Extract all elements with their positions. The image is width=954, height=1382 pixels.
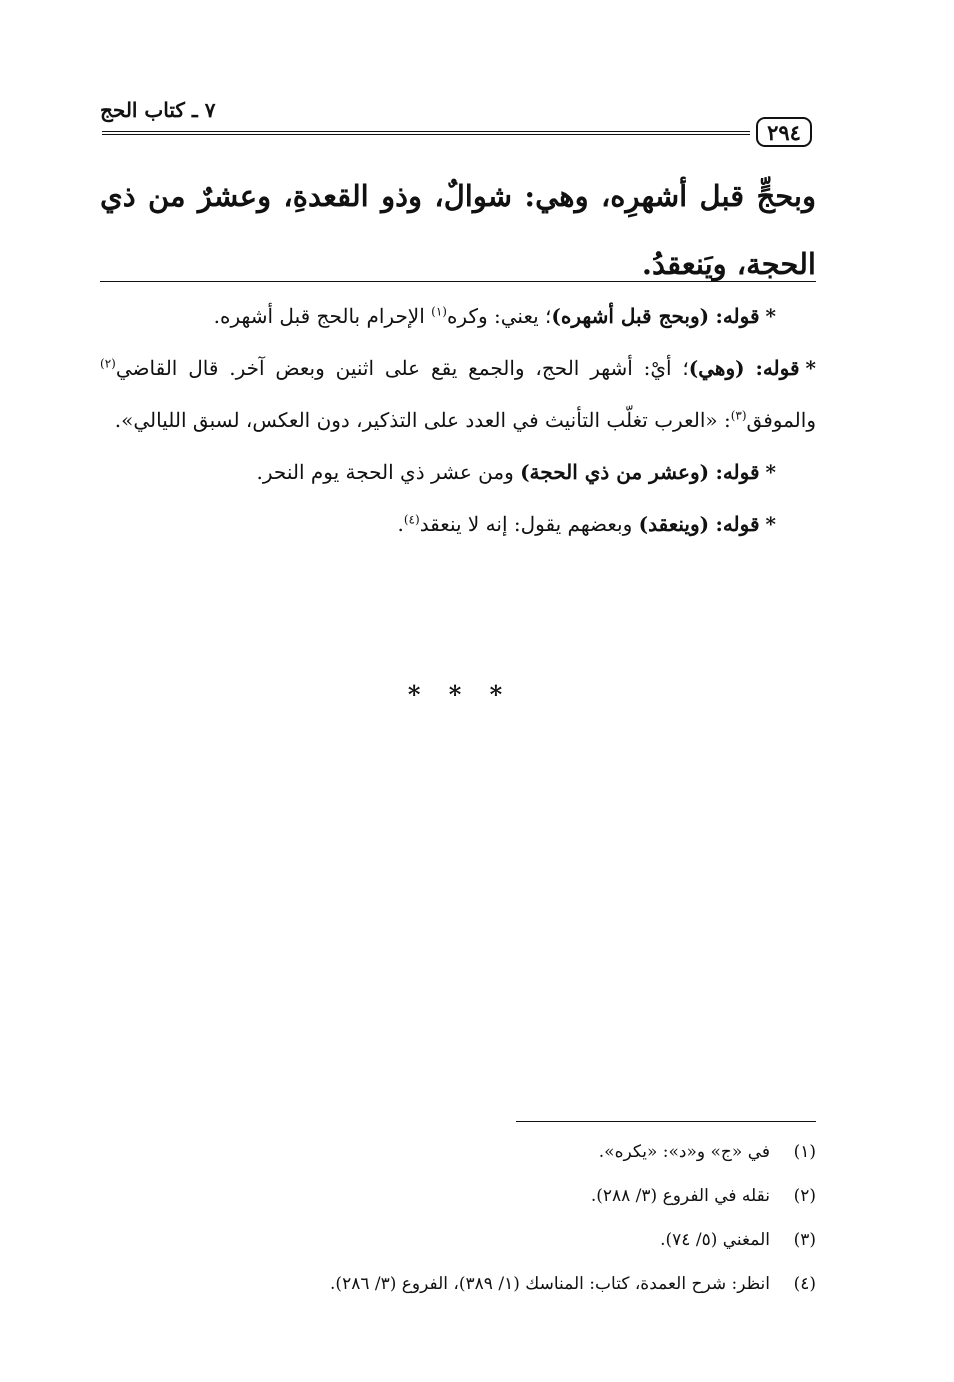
footnote — [100, 1262, 816, 1306]
commentary-text: : «العرب تغلّب التأنيث في العدد على التذكير، دون العكس، لسبق الليالي». — [114, 408, 731, 432]
commentary-text: الإحرام بالحج قبل أشهره. — [213, 304, 432, 328]
footnote-rule — [516, 1121, 816, 1122]
footnote-text: انظر: شرح العمدة، كتاب: المناسك (١/ ٣٨٩)، الفروع (٣/ ٢٨٦). — [330, 1274, 770, 1294]
footnote-number: (٢) — [793, 1186, 816, 1206]
footnote-text: نقله في الفروع (٣/ ٢٨٨). — [590, 1186, 770, 1206]
commentary — [100, 290, 816, 550]
running-title: ٧ ـ كتاب الحج — [100, 98, 216, 122]
commentary-lead: قوله: — [715, 304, 760, 328]
section-separator: * * * — [407, 680, 513, 709]
footnote — [100, 1174, 816, 1218]
footnotes — [100, 1130, 816, 1306]
commentary-lead: قوله: — [715, 460, 760, 484]
commentary-lead: قوله: — [755, 356, 800, 380]
footnote-number: (٤) — [793, 1274, 816, 1294]
commentary-text: ؛ أيْ: أشهر الحج، والجمع يقع على اثنين وبعض آخر. قال القاضي — [115, 356, 689, 380]
bullet-star-icon: * — [765, 460, 776, 484]
commentary-text: ؛ يعني: وكره — [446, 304, 552, 328]
commentary-quote: (وعشر من ذي الحجة) — [520, 460, 710, 484]
footnote-ref: (٤) — [403, 512, 420, 527]
commentary-quote: (وينعقد) — [638, 512, 710, 536]
commentary-text: . — [397, 512, 404, 536]
footnote-text: في «ج» و«د»: «يكره». — [598, 1142, 770, 1162]
bullet-star-icon: * — [765, 512, 776, 536]
commentary-text: وبعضهم يقول: إنه لا ينعقد — [419, 512, 639, 536]
commentary-paragraph — [100, 342, 816, 446]
commentary-text: ومن عشر ذي الحجة يوم النحر. — [256, 460, 521, 484]
footnote-ref: (١) — [431, 304, 447, 319]
commentary-paragraph — [100, 446, 816, 498]
commentary-paragraph — [100, 498, 816, 550]
commentary-lead: قوله: — [715, 512, 760, 536]
footnote-ref: (٢) — [100, 356, 116, 371]
commentary-text: والموفق — [746, 408, 816, 432]
footnote-number: (٣) — [793, 1230, 816, 1250]
commentary-paragraph — [100, 290, 816, 342]
footnote — [100, 1130, 816, 1174]
bullet-star-icon: * — [765, 304, 776, 328]
commentary-quote: (وبحج قبل أشهره) — [551, 304, 710, 328]
matn-rule — [100, 281, 816, 282]
footnote-ref: (٣) — [730, 408, 747, 423]
matn-text: وبحجٍّ قبل أشهرِه، وهي: شوالٌ، وذو القعدةِ، وعشرٌ من ذي الحجة، ويَنعقدُ. — [100, 179, 816, 281]
header-rule — [102, 131, 750, 135]
bullet-star-icon: * — [805, 356, 817, 380]
footnote-number: (١) — [793, 1142, 816, 1162]
footnote-text: المغني (٥/ ٧٤). — [660, 1230, 770, 1250]
commentary-quote: (وهي) — [688, 356, 745, 380]
page-number: ٢٩٤ — [756, 117, 812, 147]
footnote — [100, 1218, 816, 1262]
